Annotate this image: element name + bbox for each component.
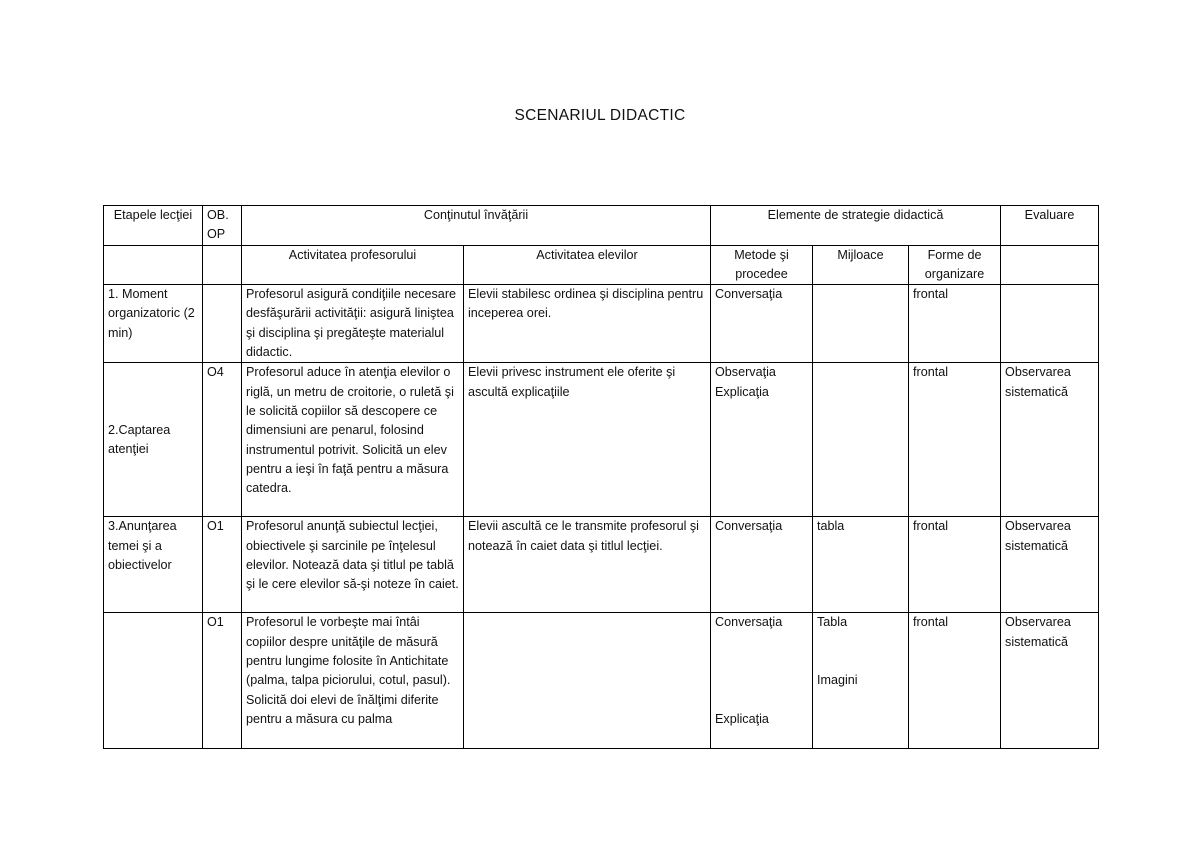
header-forme: Forme de organizare	[909, 245, 1001, 285]
table-header-row-2	[104, 245, 1099, 285]
cell-line	[817, 652, 904, 671]
row-forme: frontal	[909, 363, 1001, 517]
cell-line: tabla	[817, 519, 845, 534]
row-etapa	[104, 613, 203, 749]
cell-line: Explicaţia	[715, 711, 769, 726]
cell-line: Conversaţia	[715, 519, 783, 534]
page-title: SCENARIUL DIDACTIC	[514, 107, 686, 124]
header-metode: Metode şi procedee	[711, 245, 813, 285]
header-ob-op: OB. OP	[203, 206, 242, 246]
row-prof: Profesorul anunţă subiectul lecţiei, obiectivele şi sarcinile pe înţelesul elevilor. Notează data şi titlul pe tablă şi le cere elevilor să-şi noteze în caiet.	[242, 517, 464, 613]
header-etape: Etapele lecţiei	[104, 206, 203, 246]
cell-line: Imagini	[817, 673, 858, 688]
row-forme: frontal	[909, 613, 1001, 749]
row-etapa: 2.Captarea atenţiei	[104, 363, 203, 517]
header-empty-1	[104, 245, 203, 285]
row-ob: O1	[203, 517, 242, 613]
table-header-row-1	[104, 206, 1099, 246]
row-elevi	[464, 613, 711, 749]
cell-line: Tabla	[817, 615, 848, 630]
row-metode	[711, 285, 813, 363]
cell-line	[817, 633, 904, 652]
header-continut: Conţinutul învăţării	[242, 206, 711, 246]
cell-line: Explicaţia	[715, 384, 769, 399]
row-metode	[711, 517, 813, 613]
row-evaluare	[1001, 285, 1099, 363]
row-elevi: Elevii privesc instrument ele oferite şi ascultă explicaţiile	[464, 363, 711, 517]
row-prof: Profesorul aduce în atenţia elevilor o riglă, un metru de croitorie, o ruletă şi le solicită copiilor să descopere ce dimensiuni are penarul, folosind instrumentul potrivit. Solicită un elev pentru a ieşi în faţă pentru a măsura catedra.	[242, 363, 464, 517]
row-prof: Profesorul asigură condiţiile necesare desfăşurării activităţii: asigură liniştea şi disciplina şi pregăteşte materialul didactic.	[242, 285, 464, 363]
cell-line: Conversaţia	[715, 287, 783, 302]
row-elevi: Elevii stabilesc ordinea şi disciplina pentru inceperea orei.	[464, 285, 711, 363]
table-row	[104, 285, 1099, 363]
row-ob: O1	[203, 613, 242, 749]
row-etapa: 1. Moment organizatoric (2 min)	[104, 285, 203, 363]
row-prof: Profesorul le vorbeşte mai întâi copiilor despre unităţile de măsură pentru lungime folosite în Antichitate (palma, talpa piciorului, cotul, pasul). Solicită doi elevi de înălţimi diferite pentru a măsura cu palma	[242, 613, 464, 749]
header-activitatea-profesorului: Activitatea profesorului	[242, 245, 464, 285]
row-evaluare: Observarea sistematică	[1001, 517, 1099, 613]
header-activitatea-elevilor: Activitatea elevilor	[464, 245, 711, 285]
row-metode	[711, 363, 813, 517]
row-forme: frontal	[909, 285, 1001, 363]
cell-line	[715, 652, 808, 671]
cell-line: Observaţia	[715, 365, 776, 380]
row-forme: frontal	[909, 517, 1001, 613]
cell-line	[715, 633, 808, 652]
row-mijloace	[813, 517, 909, 613]
header-mijloace: Mijloace	[813, 245, 909, 285]
table-row	[104, 613, 1099, 749]
cell-line	[715, 691, 808, 710]
cell-line	[715, 671, 808, 690]
header-evaluare: Evaluare	[1001, 206, 1099, 246]
row-etapa: 3.Anunţarea temei şi a obiectivelor	[104, 517, 203, 613]
row-evaluare: Observarea sistematică	[1001, 363, 1099, 517]
row-mijloace	[813, 613, 909, 749]
row-mijloace	[813, 285, 909, 363]
row-elevi: Elevii ascultă ce le transmite profesorul şi notează în caiet data şi titlul lecţiei.	[464, 517, 711, 613]
lesson-plan-table	[103, 205, 1099, 749]
row-metode	[711, 613, 813, 749]
table-row	[104, 517, 1099, 613]
row-mijloace	[813, 363, 909, 517]
header-strategie: Elemente de strategie didactică	[711, 206, 1001, 246]
header-empty-3	[1001, 245, 1099, 285]
row-evaluare: Observarea sistematică	[1001, 613, 1099, 749]
row-ob	[203, 285, 242, 363]
table-row	[104, 363, 1099, 517]
header-empty-2	[203, 245, 242, 285]
cell-line: Conversaţia	[715, 615, 783, 630]
row-ob: O4	[203, 363, 242, 517]
